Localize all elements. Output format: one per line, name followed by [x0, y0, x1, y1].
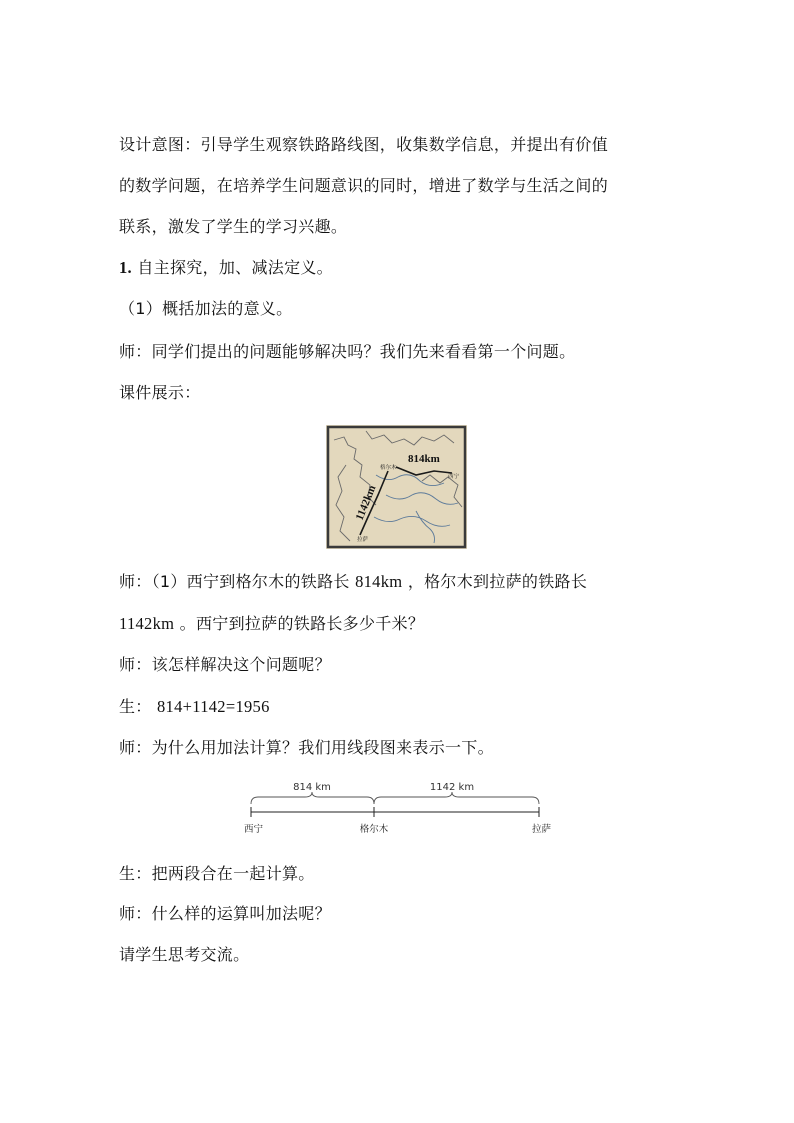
teacher-line-2-suffix: 。西宁到拉萨的铁路长多少千米？ — [179, 614, 425, 633]
design-intent-line-2: 的数学问题，在培养学生问题意识的同时，增进了数学与生活之间的 — [119, 176, 609, 195]
section-number: 1. — [119, 258, 132, 277]
courseware-line: 课件展示： — [119, 383, 201, 402]
student-line-1-prefix: 生： — [119, 697, 152, 716]
map-city-lhasa: 拉萨 — [357, 537, 369, 543]
teacher-line-2-num1: 814km — [355, 572, 403, 591]
section-heading — [119, 258, 333, 278]
teacher-line-2-num2: 1142km — [119, 614, 175, 633]
subsection-heading: （1）概括加法的意义。 — [119, 299, 293, 318]
discussion-line: 请学生思考交流。 — [119, 945, 250, 964]
student-line-2: 生：把两段合在一起计算。 — [119, 864, 315, 883]
map-label-814: 814km — [408, 453, 440, 465]
design-intent-line-3: 联系，激发了学生的学习兴趣。 — [119, 217, 348, 236]
railway-map-image — [326, 425, 467, 549]
student-line-1-equation: 814+1142=1956 — [157, 697, 270, 716]
design-intent-line-1: 设计意图：引导学生观察铁路路线图，收集数学信息，并提出有价值 — [119, 135, 609, 154]
teacher-line-2-prefix: 师：（1）西宁到格尔木的铁路长 — [119, 572, 350, 591]
teacher-line-3: 师：该怎样解决这个问题呢？ — [119, 655, 331, 674]
segment-label-1142: 1142 km — [429, 782, 475, 793]
map-city-golmud: 格尔木 — [380, 465, 397, 471]
map-city-xining: 西宁 — [448, 474, 460, 480]
section-title: 自主探究，加、减法定义。 — [137, 258, 333, 277]
teacher-line-1: 师：同学们提出的问题能够解决吗？我们先来看看第一个问题。 — [119, 342, 576, 361]
teacher-line-5: 师：什么样的运算叫加法呢？ — [119, 904, 331, 923]
segment-label-814: 814 km — [293, 782, 331, 793]
line-segment-diagram — [240, 778, 560, 840]
brace-right — [374, 792, 539, 804]
teacher-line-2-cont — [119, 614, 424, 634]
brace-left — [251, 792, 374, 804]
map-label-1142: 1142km — [353, 483, 379, 523]
teacher-line-2 — [119, 572, 587, 592]
segment-point-lhasa: 拉萨 — [531, 824, 551, 835]
teacher-line-2-mid: ，格尔木到拉萨的铁路长 — [407, 572, 588, 591]
student-line-1 — [119, 697, 270, 717]
segment-point-golmud: 格尔木 — [359, 824, 389, 835]
segment-point-xining: 西宁 — [244, 824, 264, 835]
teacher-line-4: 师：为什么用加法计算？我们用线段图来表示一下。 — [119, 738, 494, 757]
